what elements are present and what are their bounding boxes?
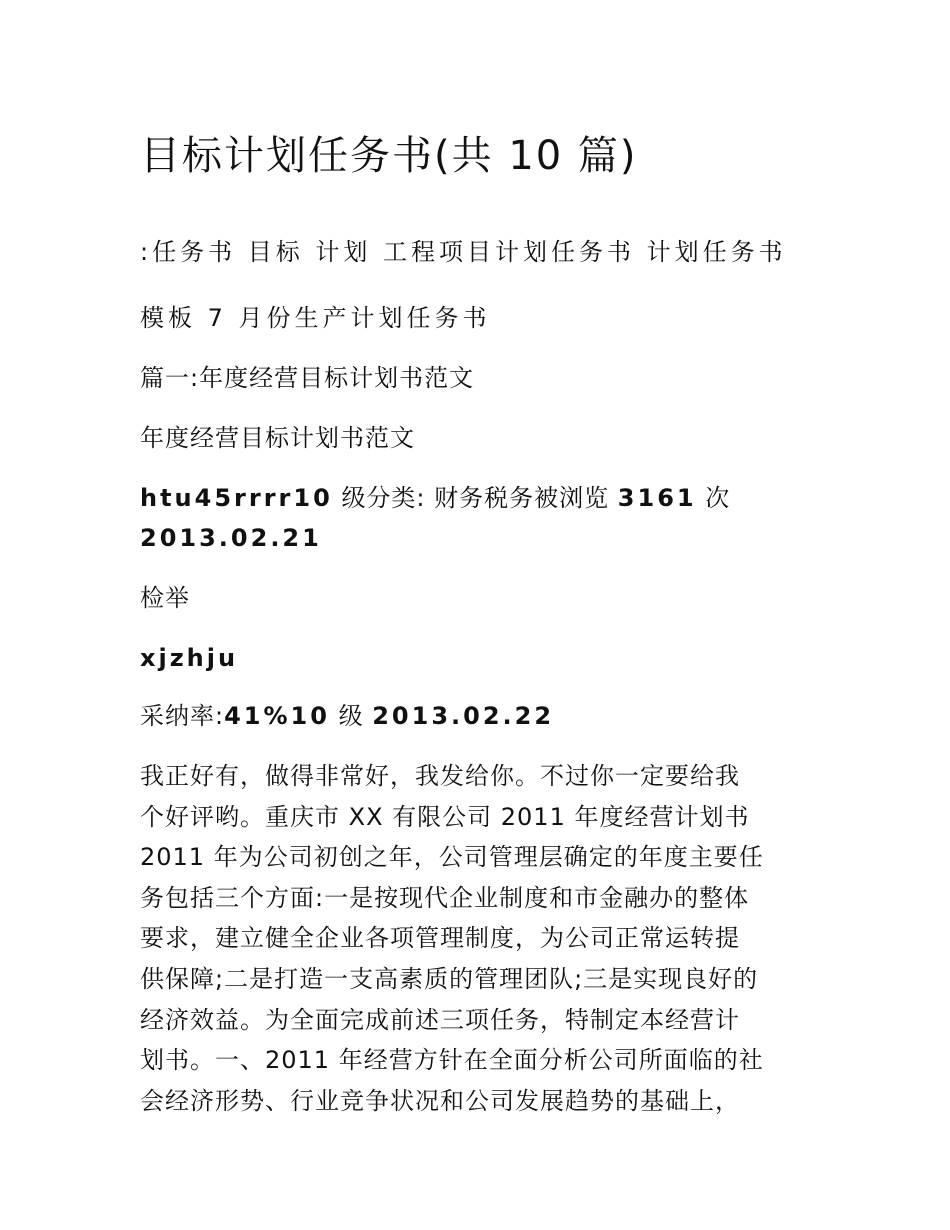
meta-user: htu45rrrr10 (140, 484, 333, 512)
meta-line (140, 478, 730, 518)
answerer-name: xjzhju (140, 644, 239, 672)
adoption-rate: 41%10 (224, 702, 330, 730)
meta-views-unit: 次 (705, 484, 731, 512)
adoption-level: 级 (338, 702, 364, 730)
body-line: 我正好有，做得非常好，我发给你。不过你一定要给我 (140, 762, 740, 790)
body-line: 要求，建立健全企业各项管理制度，为公司正常运转提 (140, 924, 740, 953)
body-line: 务包括三个方面:一是按现代企业制度和市金融办的整体 (140, 883, 750, 912)
meta-views: 3161 (617, 484, 697, 512)
body-line: 供保障;二是打造一支高素质的管理团队;三是实现良好的 (140, 964, 759, 993)
body-line: 个好评哟。重庆市 XX 有限公司 2011 年度经营计划书 (140, 802, 750, 831)
document-title: 目标计划任务书(共 10 篇) (140, 133, 638, 179)
article-title: 年度经营目标计划书范文 (140, 424, 415, 452)
tags-line-1: :任务书 目标 计划 工程项目计划任务书 计划任务书 (140, 238, 787, 266)
body-line: 2011 年为公司初创之年，公司管理层确定的年度主要任 (140, 843, 764, 872)
meta-date: 2013.02.21 (140, 524, 322, 552)
adoption-label: 采纳率: (140, 702, 225, 730)
meta-level-category: 级分类: 财务税务被浏览 (341, 484, 610, 512)
body-line: 经济效益。为全面完成前述三项任务，特制定本经营计 (140, 1005, 740, 1034)
tags-line-2: 模板 7 月份生产计划任务书 (140, 304, 491, 332)
section-heading: 篇一:年度经营目标计划书范文 (140, 364, 475, 392)
adoption-date: 2013.02.22 (372, 702, 555, 730)
report-label: 检举 (140, 584, 190, 612)
body-line: 划书。一、2011 年经营方针在全面分析公司所面临的社 (140, 1046, 764, 1075)
adoption-line (140, 696, 554, 736)
body-paragraph (140, 756, 820, 1121)
body-line: 会经济形势、行业竞争状况和公司发展趋势的基础上， (140, 1086, 740, 1115)
